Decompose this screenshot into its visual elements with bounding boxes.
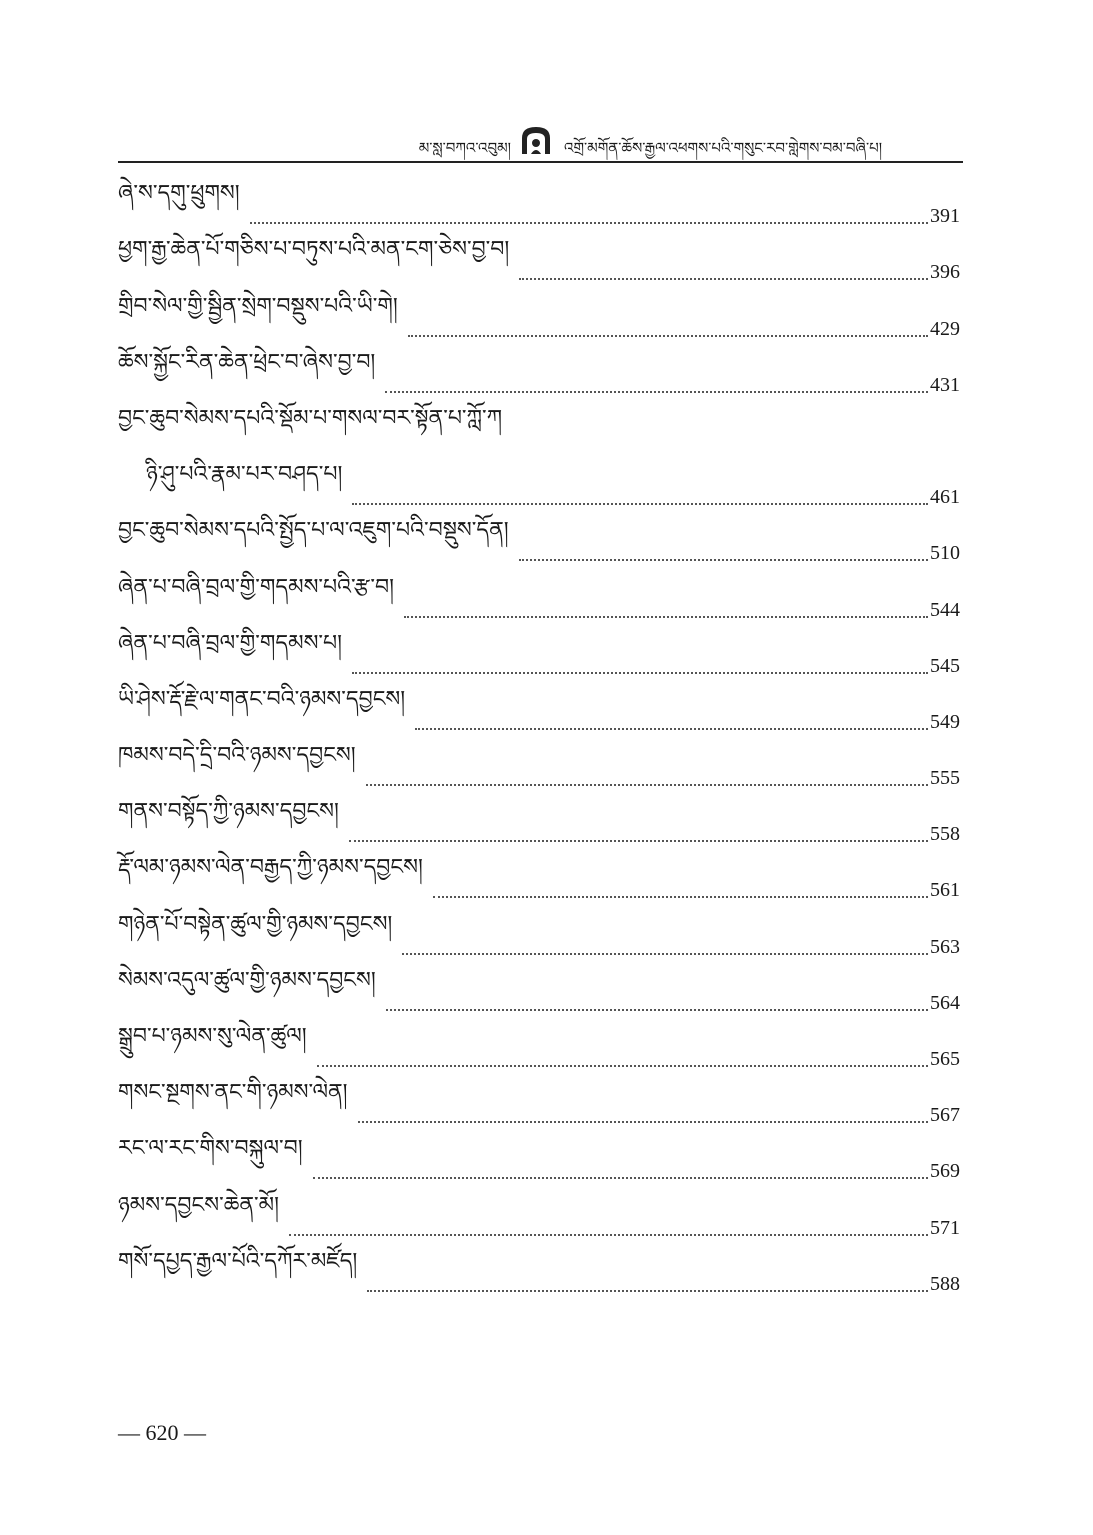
toc-entry-page: 510	[930, 542, 960, 565]
dot-leader	[433, 896, 928, 898]
toc-entry-title: སྒྲུབ་པ་ཉམས་སུ་ལེན་ཚུལ།	[118, 1024, 307, 1049]
toc-entry-title: བྱང་ཆུབ་སེམས་དཔའི་སྤྱོད་པ་ལ་འཇུག་པའི་བསྡུས་དོན།	[118, 518, 509, 544]
toc-entry-page: 569	[930, 1160, 960, 1183]
running-header	[118, 120, 963, 164]
toc-entry-page: 561	[930, 879, 960, 902]
dot-leader	[367, 1290, 928, 1292]
toc-entry-page: 558	[930, 823, 960, 846]
header-rule	[118, 161, 963, 163]
toc-entry-title: བྱང་ཆུབ་སེམས་དཔའི་སྡོམ་པ་གསལ་བར་སྟོན་པ་ཀློ་ཀ	[118, 405, 503, 431]
dot-leader	[402, 953, 928, 955]
dot-leader	[313, 1177, 928, 1179]
toc-entry-title: ཕྱག་རྒྱ་ཆེན་པོ་གཅིས་པ་བཏུས་པའི་མན་ངག་ཅེས་བྱ་བ།	[118, 237, 510, 263]
toc-entry-page: 544	[930, 598, 960, 621]
toc-entry-page: 431	[930, 373, 960, 396]
toc-entry-page: 429	[930, 317, 960, 340]
header-volume-title: འགྲོ་མགོན་ཆོས་རྒྱལ་འཕགས་པའི་གསུང་རབ་གླེགས་བམ་བཞི་པ།	[564, 139, 883, 157]
toc-entry-title: གསོ་དཔྱད་རྒྱལ་པོའི་དཀོར་མཛོད།	[118, 1248, 358, 1274]
toc-entry-page: 565	[930, 1048, 960, 1070]
toc-entry-title: ཞེན་པ་བཞི་བྲལ་གྱི་གདམས་པ།	[118, 630, 343, 656]
toc-entry-page: 545	[930, 654, 960, 677]
toc-entry-page: 549	[930, 710, 960, 733]
toc-entry-title: གསང་སྔགས་ནང་གི་ཉམས་ལེན།	[118, 1080, 348, 1106]
toc-entry-page: 461	[930, 486, 960, 509]
dot-leader	[358, 1121, 928, 1123]
dot-leader	[408, 335, 928, 337]
page-number: — 620 —	[118, 1420, 206, 1445]
dot-leader	[519, 278, 928, 280]
toc-entry-page: 571	[930, 1216, 960, 1239]
dot-leader	[519, 559, 928, 561]
toc-entry-page: 555	[930, 767, 960, 790]
toc-entry-page: 563	[930, 935, 960, 958]
toc-entry-page: 391	[930, 205, 960, 228]
toc-entry-title: ཞེན་པ་བཞི་བྲལ་གྱི་གདམས་པའི་རྩ་བ།	[118, 574, 394, 600]
toc-entry-title: སེམས་འདུལ་ཚུལ་གྱི་ཉམས་དབྱངས།	[118, 967, 376, 993]
toc-entry-page: 588	[930, 1272, 960, 1295]
dot-leader	[349, 840, 928, 842]
toc-entry-title: ཡི་ཤེས་རྡོ་རྗེ་ལ་གནང་བའི་ཉམས་དབྱངས།	[118, 686, 406, 712]
toc-entry-title: གནས་བསྟོད་ཀྱི་ཉམས་དབྱངས།	[118, 799, 339, 825]
toc-entry-title: རང་ལ་རང་གིས་བསྐུལ་བ།	[118, 1136, 303, 1162]
dot-leader	[404, 616, 928, 618]
toc-entry-title: ཉམས་དབྱངས་ཆེན་མོ།	[118, 1192, 279, 1218]
toc-entry-page: 396	[930, 261, 960, 284]
toc-entry-title: ཆོས་སྐྱོང་རིན་ཆེན་ཕྲེང་བ་ཞེས་བྱ་བ།	[118, 349, 376, 375]
dot-leader	[352, 672, 928, 674]
toc-entry-title: གྲིབ་སེལ་གྱི་སྦྱིན་སྲེག་བསྡུས་པའི་ཡི་གེ།	[118, 293, 398, 319]
toc-entry-page: 567	[930, 1104, 960, 1127]
table-of-contents	[118, 178, 960, 1302]
emblem-icon	[518, 124, 554, 156]
toc-entry-page: 564	[930, 991, 960, 1014]
dot-leader	[386, 1009, 928, 1011]
toc-entry-title: ཞེ་ས་དགུ་ཕྲུགས།	[118, 181, 240, 207]
dot-leader	[366, 784, 928, 786]
dot-leader	[317, 1065, 928, 1067]
toc-entry-title: རྡོ་ལམ་ཉམས་ལེན་བརྒྱད་ཀྱི་ཉམས་དབྱངས།	[118, 855, 423, 881]
dot-leader	[289, 1234, 928, 1236]
header-book-title: མ་སླ་བཀའ་འབུམ།	[418, 139, 511, 157]
toc-entry-title: གཉེན་པོ་བསྟེན་ཚུལ་གྱི་ཉམས་དབྱངས།	[118, 911, 393, 937]
dot-leader	[415, 728, 928, 730]
toc-entry-title: ཁམས་བདེ་དྲི་བའི་ཉམས་དབྱངས།	[118, 743, 356, 769]
toc-entry[interactable]	[118, 1246, 960, 1302]
toc-entry-title: ཉི་ཤུ་པའི་རྣམ་པར་བཤད་པ།	[146, 462, 343, 488]
